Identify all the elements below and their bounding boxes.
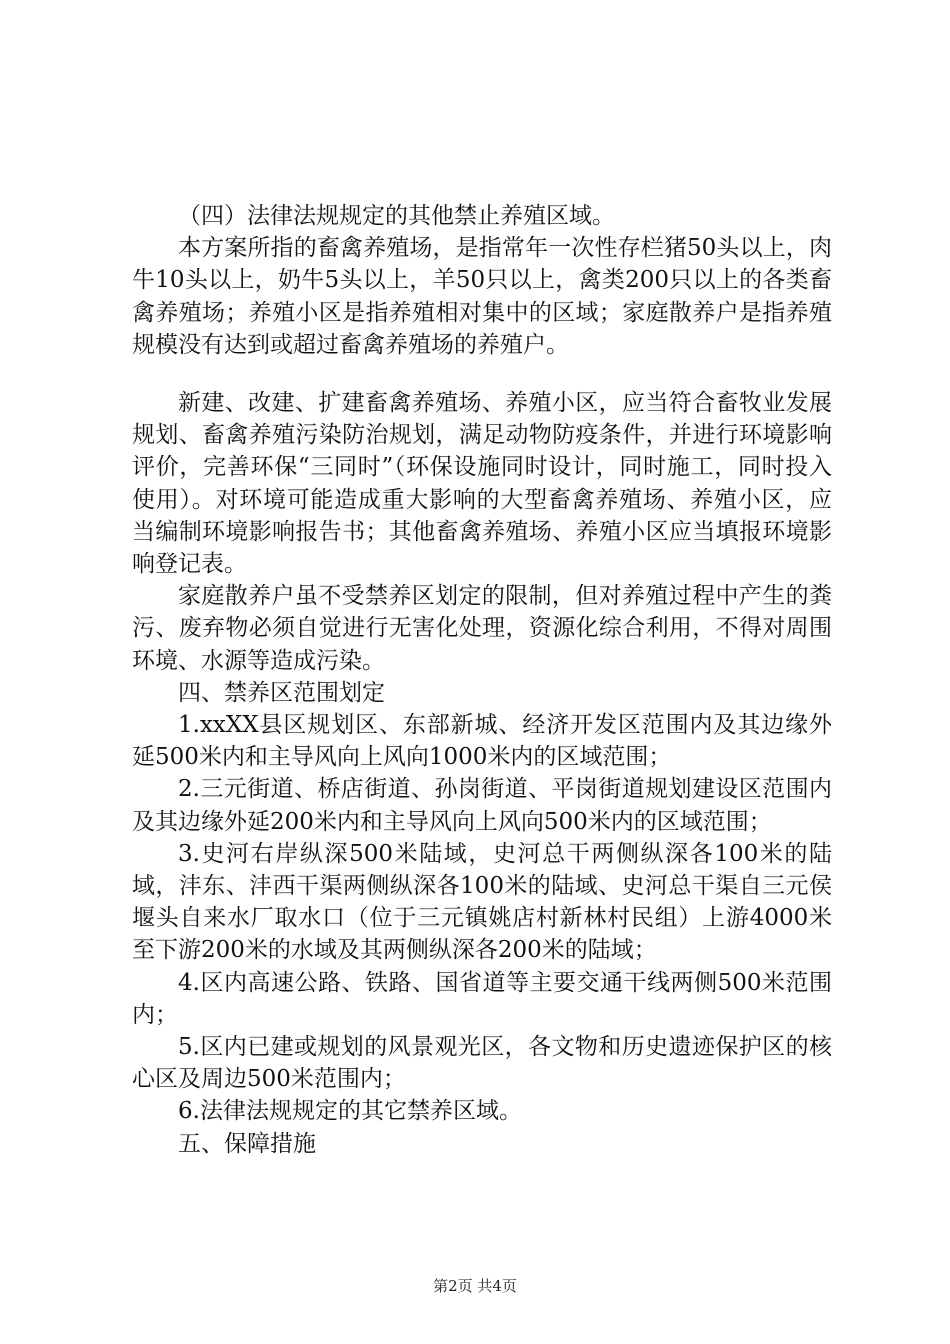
section-heading-prohibited-zone: 四、禁养区范围划定 — [178, 679, 385, 706]
list-item-4: 4.区内高速公路、铁路、国省道等主要交通干线两侧500米范围内； — [132, 969, 832, 1028]
paragraph-household-farmers: 家庭散养户虽不受禁养区划定的限制，但对养殖过程中产生的粪污、废弃物必须自觉进行无害化处理，资源化综合利用，不得对周围环境、水源等造成污染。 — [132, 583, 832, 674]
list-item-1: 1.xxXX县区规划区、东部新城、经济开发区范围内及其边缘外延500米内和主导风向上风向1000米内的区域范围； — [132, 712, 832, 771]
list-item-6: 6.法律法规规定的其它禁养区域。 — [178, 1098, 522, 1125]
paragraph-new-construction: 新建、改建、扩建畜禽养殖场、养殖小区，应当符合畜牧业发展规划、畜禽养殖污染防治规划，满足动物防疫条件，并进行环境影响评价，完善环保“三同时”（环保设施同时设计，同时施工，同时投入使用）。对环境可能造成重大影响的大型畜禽养殖场、养殖小区，应当编制环境影响报告书；其他畜禽养殖场、养殖小区应当填报环境影响登记表。 — [132, 390, 832, 578]
section-heading-safeguards: 五、保障措施 — [178, 1130, 316, 1157]
page-footer: 第2页 共4页 — [433, 1277, 517, 1295]
list-item-3: 3.史河右岸纵深500米陆域，史河总干两侧纵深各100米的陆域，沣东、沣西干渠两侧纵深各100米的陆域、史河总干渠自三元侯堰头自来水厂取水口（位于三元镇姚店村新林村民组）上游4000米至下游200米的水域及其两侧纵深各200米的陆域； — [132, 840, 832, 964]
paragraph-farm-definition: 本方案所指的畜禽养殖场，是指常年一次性存栏猪50头以上，肉牛10头以上，奶牛5头以上，羊50只以上，禽类200只以上的各类畜禽养殖场；养殖小区是指养殖相对集中的区域；家庭散养户是指养殖规模没有达到或超过畜禽养殖场的养殖户。 — [132, 235, 832, 358]
list-item-5: 5.区内已建或规划的风景观光区，各文物和历史遗迹保护区的核心区及周边500米范围内； — [132, 1034, 832, 1093]
document-body — [132, 200, 832, 1160]
paragraph-other-prohibited-areas: （四）法律法规规定的其他禁止养殖区域。 — [178, 203, 615, 229]
list-item-2: 2.三元街道、桥店街道、孙岗街道、平岗街道规划建设区范围内及其边缘外延200米内和主导风向上风向500米内的区域范围； — [132, 776, 832, 835]
